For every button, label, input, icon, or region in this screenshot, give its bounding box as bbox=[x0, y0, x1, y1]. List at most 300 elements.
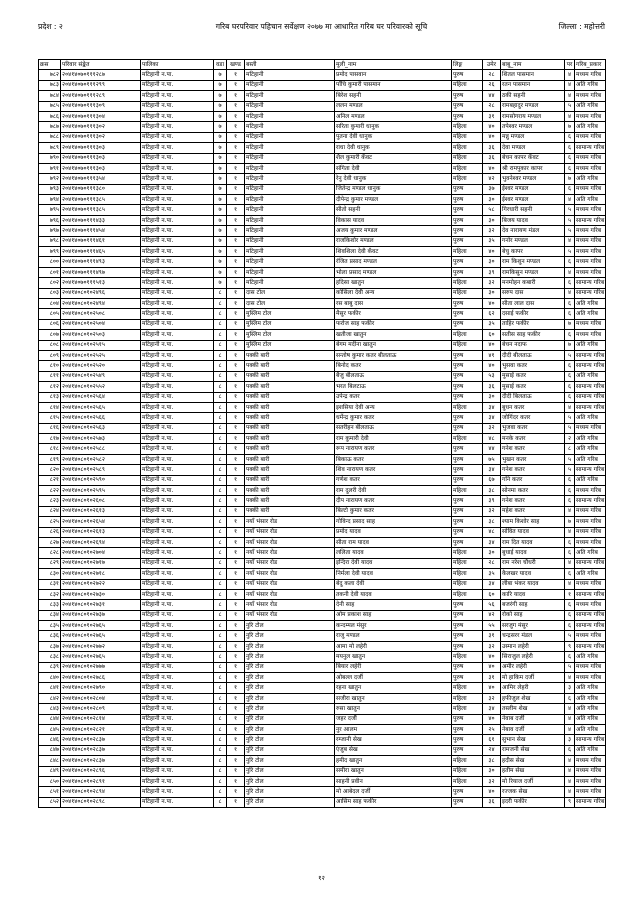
cell-age: २८ bbox=[483, 70, 501, 80]
cell-serial: ८३७ bbox=[39, 641, 61, 651]
cell-ward: ८ bbox=[214, 475, 227, 485]
cell-household-code: २०४१४०८०१०२५८९ bbox=[61, 465, 141, 475]
cell-household-code: २०४१४०८०१०२८९१ bbox=[61, 776, 141, 786]
table-row bbox=[39, 725, 606, 735]
cell-block: १ bbox=[227, 350, 245, 360]
cell-poverty-type: मध्यम गरिब bbox=[575, 423, 606, 433]
cell-members: ३ bbox=[565, 735, 575, 745]
cell-head-name: दीप नारायण कतर bbox=[335, 496, 452, 506]
table-row bbox=[39, 631, 606, 641]
cell-settlement: नुरि टोल bbox=[245, 797, 335, 807]
cell-members: ६ bbox=[565, 496, 575, 506]
cell-head-name: सीतो सहनी bbox=[335, 205, 452, 215]
cell-age: ३० bbox=[483, 215, 501, 225]
cell-ward: ८ bbox=[214, 340, 227, 350]
cell-age: ३० bbox=[483, 257, 501, 267]
cell-serial: ८२१ bbox=[39, 475, 61, 485]
cell-household-code: २०४१४०७०१११४३३ bbox=[61, 215, 141, 225]
cell-ward: ८ bbox=[214, 673, 227, 683]
table-row bbox=[39, 475, 606, 485]
cell-father-name: सरुप दास bbox=[501, 288, 565, 298]
cell-age: ५८ bbox=[483, 205, 501, 215]
table-row bbox=[39, 641, 606, 651]
cell-head-name: प्रमोद यादव bbox=[335, 527, 452, 537]
cell-poverty-type: मध्यम गरिब bbox=[575, 787, 606, 797]
cell-father-name: मो हाकिम दर्जी bbox=[501, 673, 565, 683]
cell-ward: ८ bbox=[214, 350, 227, 360]
cell-gender: पुरुष bbox=[452, 267, 483, 277]
cell-father-name: लीबा भंकर यादव bbox=[501, 579, 565, 589]
cell-block: १ bbox=[227, 610, 245, 620]
cell-household-code: २०४१४०८०१०२५६६ bbox=[61, 413, 141, 423]
cell-household-code: २०४१४०७०१११३०४ bbox=[61, 111, 141, 121]
cell-block: १ bbox=[227, 776, 245, 786]
cell-settlement: नुरि टोल bbox=[245, 693, 335, 703]
cell-members: ५ bbox=[565, 350, 575, 360]
cell-poverty-type: मध्यम गरिब bbox=[575, 756, 606, 766]
cell-block: १ bbox=[227, 725, 245, 735]
cell-household-code: २०४१४०८०१०२७६५ bbox=[61, 631, 141, 641]
cell-gender: महिला bbox=[452, 776, 483, 786]
cell-head-name: मो आबेदल दर्जी bbox=[335, 787, 452, 797]
cell-members: ४ bbox=[565, 756, 575, 766]
cell-household-code: २०४१४०८०१०२५४९ bbox=[61, 371, 141, 381]
cell-household-code: २०४१४०८०१०२७३१ bbox=[61, 600, 141, 610]
cell-father-name: गनेश कतर bbox=[501, 465, 565, 475]
cell-father-name: नेबाव दर्जी bbox=[501, 725, 565, 735]
cell-block: १ bbox=[227, 714, 245, 724]
cell-settlement: पक्की बारी bbox=[245, 454, 335, 464]
cell-municipality: मटिहानी न.पा. bbox=[141, 558, 214, 568]
table-row bbox=[39, 579, 606, 589]
cell-settlement: मटिहानी bbox=[245, 215, 335, 225]
table-row bbox=[39, 454, 606, 464]
table-row bbox=[39, 714, 606, 724]
cell-settlement: मटिहानी bbox=[245, 143, 335, 153]
cell-father-name: सीता लाल दास bbox=[501, 298, 565, 308]
cell-settlement: नुरि टोल bbox=[245, 745, 335, 755]
cell-household-code: २०४१४०७०१११३८० bbox=[61, 184, 141, 194]
cell-poverty-type: मध्यम गरिब bbox=[575, 257, 606, 267]
cell-father-name: ईश्वर मण्डल bbox=[501, 184, 565, 194]
cell-serial: ८०७ bbox=[39, 330, 61, 340]
cell-ward: ८ bbox=[214, 714, 227, 724]
cell-block: १ bbox=[227, 267, 245, 277]
cell-municipality: मटिहानी न.पा. bbox=[141, 600, 214, 610]
cell-serial: ७८७ bbox=[39, 122, 61, 132]
cell-municipality: मटिहानी न.पा. bbox=[141, 548, 214, 558]
cell-serial: ७९० bbox=[39, 153, 61, 163]
cell-poverty-type: मध्यम गरिब bbox=[575, 662, 606, 672]
cell-serial: ८१९ bbox=[39, 454, 61, 464]
cell-ward: ८ bbox=[214, 413, 227, 423]
cell-municipality: मटिहानी न.पा. bbox=[141, 153, 214, 163]
cell-head-name: गोविन्द प्रसाद साह bbox=[335, 517, 452, 527]
cell-household-code: २०४१४०८०१०२५२० bbox=[61, 361, 141, 371]
cell-ward: ८ bbox=[214, 423, 227, 433]
cell-block: १ bbox=[227, 247, 245, 257]
cell-head-name: एंजुब सेख bbox=[335, 745, 452, 755]
cell-serial: ८४१ bbox=[39, 683, 61, 693]
cell-serial: ८२२ bbox=[39, 486, 61, 496]
cell-members: ६ bbox=[565, 278, 575, 288]
cell-head-name: पुतना देवी धानुक bbox=[335, 132, 452, 142]
province-label: प्रदेश : २ bbox=[38, 22, 63, 31]
column-header-members: पर bbox=[565, 60, 575, 70]
cell-father-name: रामजनी सेख bbox=[501, 745, 565, 755]
cell-poverty-type: मध्यम गरिब bbox=[575, 153, 606, 163]
cell-father-name: बिजय यादव bbox=[501, 215, 565, 225]
cell-age: ३१ bbox=[483, 631, 501, 641]
cell-poverty-type: अति गरिब bbox=[575, 714, 606, 724]
cell-members: ५ bbox=[565, 205, 575, 215]
cell-age: ३० bbox=[483, 288, 501, 298]
table-row bbox=[39, 80, 606, 90]
table-row bbox=[39, 693, 606, 703]
cell-settlement: मटिहानी bbox=[245, 163, 335, 173]
cell-ward: ८ bbox=[214, 589, 227, 599]
cell-age: ४० bbox=[483, 787, 501, 797]
cell-members: ६ bbox=[565, 392, 575, 402]
cell-head-name: सीता राम यादव bbox=[335, 537, 452, 547]
cell-father-name: रज्जक सेख bbox=[501, 787, 565, 797]
cell-head-name: मयनुल खातुन bbox=[335, 652, 452, 662]
cell-settlement: नुरि टोल bbox=[245, 652, 335, 662]
cell-ward: ८ bbox=[214, 392, 227, 402]
cell-settlement: नयाँ भंसार रोड bbox=[245, 527, 335, 537]
cell-household-code: २०४१४०८०१०२४९६ bbox=[61, 288, 141, 298]
cell-gender: पुरुष bbox=[452, 111, 483, 121]
cell-poverty-type: सामान्य गरिब bbox=[575, 735, 606, 745]
table-row bbox=[39, 569, 606, 579]
cell-municipality: मटिहानी न.पा. bbox=[141, 693, 214, 703]
cell-poverty-type: अति गरिब bbox=[575, 174, 606, 184]
cell-father-name: ईश्वर मण्डल bbox=[501, 195, 565, 205]
cell-municipality: मटिहानी न.पा. bbox=[141, 288, 214, 298]
cell-head-name: भरत बिलटाऊ bbox=[335, 382, 452, 392]
cell-head-name: संगिता देवी bbox=[335, 163, 452, 173]
cell-head-name: शैल कुमारी कँवट bbox=[335, 153, 452, 163]
cell-block: १ bbox=[227, 132, 245, 142]
cell-poverty-type: सामान्य गरिब bbox=[575, 143, 606, 153]
cell-serial: ७८२ bbox=[39, 70, 61, 80]
cell-members: ६ bbox=[565, 361, 575, 371]
cell-poverty-type: अति गरिब bbox=[575, 122, 606, 132]
cell-block: १ bbox=[227, 797, 245, 807]
cell-age: ३२ bbox=[483, 423, 501, 433]
cell-age: ३६ bbox=[483, 153, 501, 163]
cell-municipality: मटिहानी न.पा. bbox=[141, 454, 214, 464]
cell-settlement: नयाँ भंसार रोड bbox=[245, 558, 335, 568]
cell-municipality: मटिहानी न.पा. bbox=[141, 641, 214, 651]
cell-father-name: रतन पासमान bbox=[501, 80, 565, 90]
cell-gender: महिला bbox=[452, 569, 483, 579]
cell-ward: ८ bbox=[214, 361, 227, 371]
cell-poverty-type: मध्यम गरिब bbox=[575, 517, 606, 527]
cell-head-name: दीपेन्द्र कुमार मण्डल bbox=[335, 195, 452, 205]
cell-members: ४ bbox=[565, 402, 575, 412]
cell-age: ३४ bbox=[483, 402, 501, 412]
cell-settlement: नुरि टोल bbox=[245, 673, 335, 683]
cell-serial: ८०० bbox=[39, 257, 61, 267]
cell-municipality: मटिहानी न.पा. bbox=[141, 101, 214, 111]
table-row bbox=[39, 236, 606, 246]
cell-members: ६ bbox=[565, 143, 575, 153]
cell-gender: महिला bbox=[452, 330, 483, 340]
cell-settlement: नुरि टोल bbox=[245, 756, 335, 766]
cell-settlement: नयाँ भंसार रोड bbox=[245, 600, 335, 610]
cell-head-name: सजीरा खातुन bbox=[335, 693, 452, 703]
cell-ward: ८ bbox=[214, 558, 227, 568]
cell-members: ४ bbox=[565, 288, 575, 298]
cell-settlement: मुस्लिम टोल bbox=[245, 309, 335, 319]
cell-block: १ bbox=[227, 392, 245, 402]
cell-age: ४४ bbox=[483, 91, 501, 101]
cell-age: ३२ bbox=[483, 226, 501, 236]
table-row bbox=[39, 278, 606, 288]
cell-head-name: इन्दिरा देवी यादव bbox=[335, 558, 452, 568]
table-row bbox=[39, 309, 606, 319]
cell-ward: ७ bbox=[214, 236, 227, 246]
cell-father-name: ताहिर फकीर bbox=[501, 319, 565, 329]
cell-household-code: २०४१४०८०१०२६०८ bbox=[61, 496, 141, 506]
cell-household-code: २०४१४०७०१११३०२ bbox=[61, 132, 141, 142]
cell-poverty-type: सामान्य गरिब bbox=[575, 278, 606, 288]
cell-age: ३९ bbox=[483, 496, 501, 506]
cell-head-name: बिकाऊ कतर bbox=[335, 454, 452, 464]
cell-age: ३१ bbox=[483, 111, 501, 121]
cell-poverty-type: मध्यम गरिब bbox=[575, 776, 606, 786]
cell-ward: ८ bbox=[214, 797, 227, 807]
cell-block: १ bbox=[227, 693, 245, 703]
cell-municipality: मटिहानी न.पा. bbox=[141, 517, 214, 527]
cell-poverty-type: अति गरिब bbox=[575, 569, 606, 579]
cell-members: ४ bbox=[565, 111, 575, 121]
cell-serial: ८०३ bbox=[39, 288, 61, 298]
cell-age: ३५ bbox=[483, 236, 501, 246]
cell-municipality: मटिहानी न.पा. bbox=[141, 257, 214, 267]
cell-members: ७ bbox=[565, 517, 575, 527]
column-header-household-code: परिवार संङ्केत bbox=[61, 60, 141, 70]
cell-age: ४० bbox=[483, 683, 501, 693]
cell-age: ३८ bbox=[483, 486, 501, 496]
cell-household-code: २०४१४०७०१११२८९ bbox=[61, 91, 141, 101]
table-row bbox=[39, 486, 606, 496]
cell-settlement: पक्की बारी bbox=[245, 371, 335, 381]
cell-poverty-type: मध्यम गरिब bbox=[575, 184, 606, 194]
cell-settlement: मटिहानी bbox=[245, 257, 335, 267]
cell-head-name: रम्जानी सेख bbox=[335, 735, 452, 745]
cell-ward: ८ bbox=[214, 444, 227, 454]
cell-municipality: मटिहानी न.पा. bbox=[141, 652, 214, 662]
cell-age: ३४ bbox=[483, 537, 501, 547]
cell-settlement: पक्की बारी bbox=[245, 402, 335, 412]
cell-household-code: २०४१४०७०१११४९३ bbox=[61, 257, 141, 267]
cell-members: ६ bbox=[565, 309, 575, 319]
cell-serial: ८१५ bbox=[39, 413, 61, 423]
table-row bbox=[39, 101, 606, 111]
cell-gender: पुरुष bbox=[452, 101, 483, 111]
cell-poverty-type: अति गरिब bbox=[575, 195, 606, 205]
cell-poverty-type: सामान्य गरिब bbox=[575, 402, 606, 412]
cell-household-code: २०४१४०७०१११४९७ bbox=[61, 267, 141, 277]
cell-gender: पुरुष bbox=[452, 641, 483, 651]
cell-gender: पुरुष bbox=[452, 70, 483, 80]
cell-father-name: भुवनेश्वर मण्डल bbox=[501, 174, 565, 184]
table-row bbox=[39, 163, 606, 173]
table-row bbox=[39, 226, 606, 236]
cell-father-name: जोगिंदर कतर bbox=[501, 413, 565, 423]
column-header-municipality: पालिका bbox=[141, 60, 214, 70]
cell-father-name: मनमोहन कबारी bbox=[501, 278, 565, 288]
cell-block: १ bbox=[227, 236, 245, 246]
cell-age: ३२ bbox=[483, 506, 501, 516]
cell-gender: पुरुष bbox=[452, 298, 483, 308]
cell-members: ४ bbox=[565, 236, 575, 246]
cell-poverty-type: मध्यम गरिब bbox=[575, 631, 606, 641]
cell-father-name: गनोर मण्डल bbox=[501, 236, 565, 246]
cell-household-code: २०४१४०७०१११३०९ bbox=[61, 101, 141, 111]
cell-members: ७ bbox=[565, 174, 575, 184]
table-row bbox=[39, 122, 606, 132]
cell-age: ३६ bbox=[483, 382, 501, 392]
cell-poverty-type: अति गरिब bbox=[575, 454, 606, 464]
table-row bbox=[39, 288, 606, 298]
table-row bbox=[39, 465, 606, 475]
cell-members: ४ bbox=[565, 579, 575, 589]
cell-father-name: बुधाई यादव bbox=[501, 548, 565, 558]
cell-poverty-type: अति गरिब bbox=[575, 413, 606, 423]
cell-household-code: २०४१४०८०१०२७७७ bbox=[61, 662, 141, 672]
cell-serial: ७८६ bbox=[39, 111, 61, 121]
cell-head-name: पाँचि कुमारी पासमान bbox=[335, 80, 452, 90]
cell-father-name: ठकी सहनी bbox=[501, 91, 565, 101]
cell-head-name: ललिता यादव bbox=[335, 548, 452, 558]
table-row bbox=[39, 621, 606, 631]
cell-father-name: हतीम सेख bbox=[501, 766, 565, 776]
cell-block: १ bbox=[227, 423, 245, 433]
cell-father-name: भुखन कतर bbox=[501, 454, 565, 464]
column-header-ward: वडा bbox=[214, 60, 227, 70]
cell-settlement: नयाँ भंसार रोड bbox=[245, 537, 335, 547]
table-row bbox=[39, 174, 606, 184]
cell-household-code: २०४१४०८०१०२७०४ bbox=[61, 548, 141, 558]
cell-ward: ८ bbox=[214, 735, 227, 745]
cell-father-name: सोवित यादव bbox=[501, 527, 565, 537]
cell-father-name: भुजवा कतर bbox=[501, 423, 565, 433]
cell-settlement: नुरि टोल bbox=[245, 704, 335, 714]
cell-household-code: २०४१४०७०१११३०३ bbox=[61, 143, 141, 153]
cell-settlement: पक्की बारी bbox=[245, 434, 335, 444]
cell-gender: महिला bbox=[452, 80, 483, 90]
cell-serial: ७९५ bbox=[39, 205, 61, 215]
cell-gender: महिला bbox=[452, 174, 483, 184]
table-row bbox=[39, 506, 606, 516]
cell-father-name: मुसाई कतर bbox=[501, 371, 565, 381]
cell-father-name: दीदी बिलताऊ bbox=[501, 392, 565, 402]
cell-serial: ८२७ bbox=[39, 537, 61, 547]
cell-serial: ८३२ bbox=[39, 589, 61, 599]
cell-age: ३० bbox=[483, 548, 501, 558]
cell-ward: ७ bbox=[214, 132, 227, 142]
table-row bbox=[39, 298, 606, 308]
cell-block: १ bbox=[227, 641, 245, 651]
cell-block: १ bbox=[227, 340, 245, 350]
cell-age: ४४ bbox=[483, 444, 501, 454]
column-header-father-name: बाबु_नाम bbox=[501, 60, 565, 70]
cell-household-code: २०४१४०७०१११३८५ bbox=[61, 205, 141, 215]
cell-members: १ bbox=[565, 589, 575, 599]
cell-serial: ८१६ bbox=[39, 423, 61, 433]
cell-members: ६ bbox=[565, 257, 575, 267]
cell-block: १ bbox=[227, 506, 245, 516]
cell-ward: ८ bbox=[214, 434, 227, 444]
cell-ward: ८ bbox=[214, 465, 227, 475]
cell-household-code: २०४१४०८०१०२८९४ bbox=[61, 787, 141, 797]
cell-poverty-type: मध्यम गरिब bbox=[575, 267, 606, 277]
table-row bbox=[39, 787, 606, 797]
cell-settlement: नयाँ भंसार रोड bbox=[245, 517, 335, 527]
cell-block: १ bbox=[227, 402, 245, 412]
cell-settlement: नुरि टोल bbox=[245, 641, 335, 651]
cell-block: १ bbox=[227, 527, 245, 537]
cell-block: १ bbox=[227, 143, 245, 153]
cell-municipality: मटिहानी न.पा. bbox=[141, 309, 214, 319]
cell-municipality: मटिहानी न.पा. bbox=[141, 527, 214, 537]
cell-household-code: २०४१४०८०१०२५८८ bbox=[61, 444, 141, 454]
cell-municipality: मटिहानी न.पा. bbox=[141, 226, 214, 236]
cell-block: १ bbox=[227, 569, 245, 579]
cell-poverty-type: सामान्य गरिब bbox=[575, 496, 606, 506]
cell-block: १ bbox=[227, 153, 245, 163]
cell-municipality: मटिहानी न.पा. bbox=[141, 143, 214, 153]
cell-members: ५ bbox=[565, 423, 575, 433]
cell-household-code: २०४१४०८०१०२७३७ bbox=[61, 610, 141, 620]
cell-head-name: अजय कुमार मण्डल bbox=[335, 226, 452, 236]
cell-gender: महिला bbox=[452, 153, 483, 163]
cell-head-name: कोसिला देवी अन्य bbox=[335, 288, 452, 298]
cell-members: ५ bbox=[565, 631, 575, 641]
cell-father-name: हदीस सेख bbox=[501, 756, 565, 766]
table-row bbox=[39, 423, 606, 433]
cell-poverty-type: अति गरिब bbox=[575, 371, 606, 381]
cell-ward: ८ bbox=[214, 600, 227, 610]
cell-household-code: २०४१४०८०१०२७६५ bbox=[61, 621, 141, 631]
cell-father-name: इदरी फकीर bbox=[501, 797, 565, 807]
cell-gender: महिला bbox=[452, 756, 483, 766]
cell-father-name: रोको साह bbox=[501, 610, 565, 620]
cell-gender: महिला bbox=[452, 589, 483, 599]
cell-poverty-type: सामान्य गरिब bbox=[575, 392, 606, 402]
cell-members: ४ bbox=[565, 704, 575, 714]
cell-block: १ bbox=[227, 517, 245, 527]
cell-municipality: मटिहानी न.पा. bbox=[141, 766, 214, 776]
cell-poverty-type: अति गरिब bbox=[575, 693, 606, 703]
cell-head-name: रूप नारायण कतर bbox=[335, 444, 452, 454]
table-row bbox=[39, 143, 606, 153]
cell-municipality: मटिहानी न.पा. bbox=[141, 683, 214, 693]
cell-head-name: रहना खातुन bbox=[335, 683, 452, 693]
cell-poverty-type: सामान्य गरिब bbox=[575, 610, 606, 620]
cell-poverty-type: सामान्य गरिब bbox=[575, 641, 606, 651]
cell-settlement: मटिहानी bbox=[245, 247, 335, 257]
cell-serial: ८१० bbox=[39, 361, 61, 371]
cell-settlement: मटिहानी bbox=[245, 205, 335, 215]
cell-gender: पुरुष bbox=[452, 444, 483, 454]
cell-settlement: नुरि टोल bbox=[245, 787, 335, 797]
cell-head-name: नुर आलम bbox=[335, 725, 452, 735]
cell-poverty-type: अति गरिब bbox=[575, 444, 606, 454]
